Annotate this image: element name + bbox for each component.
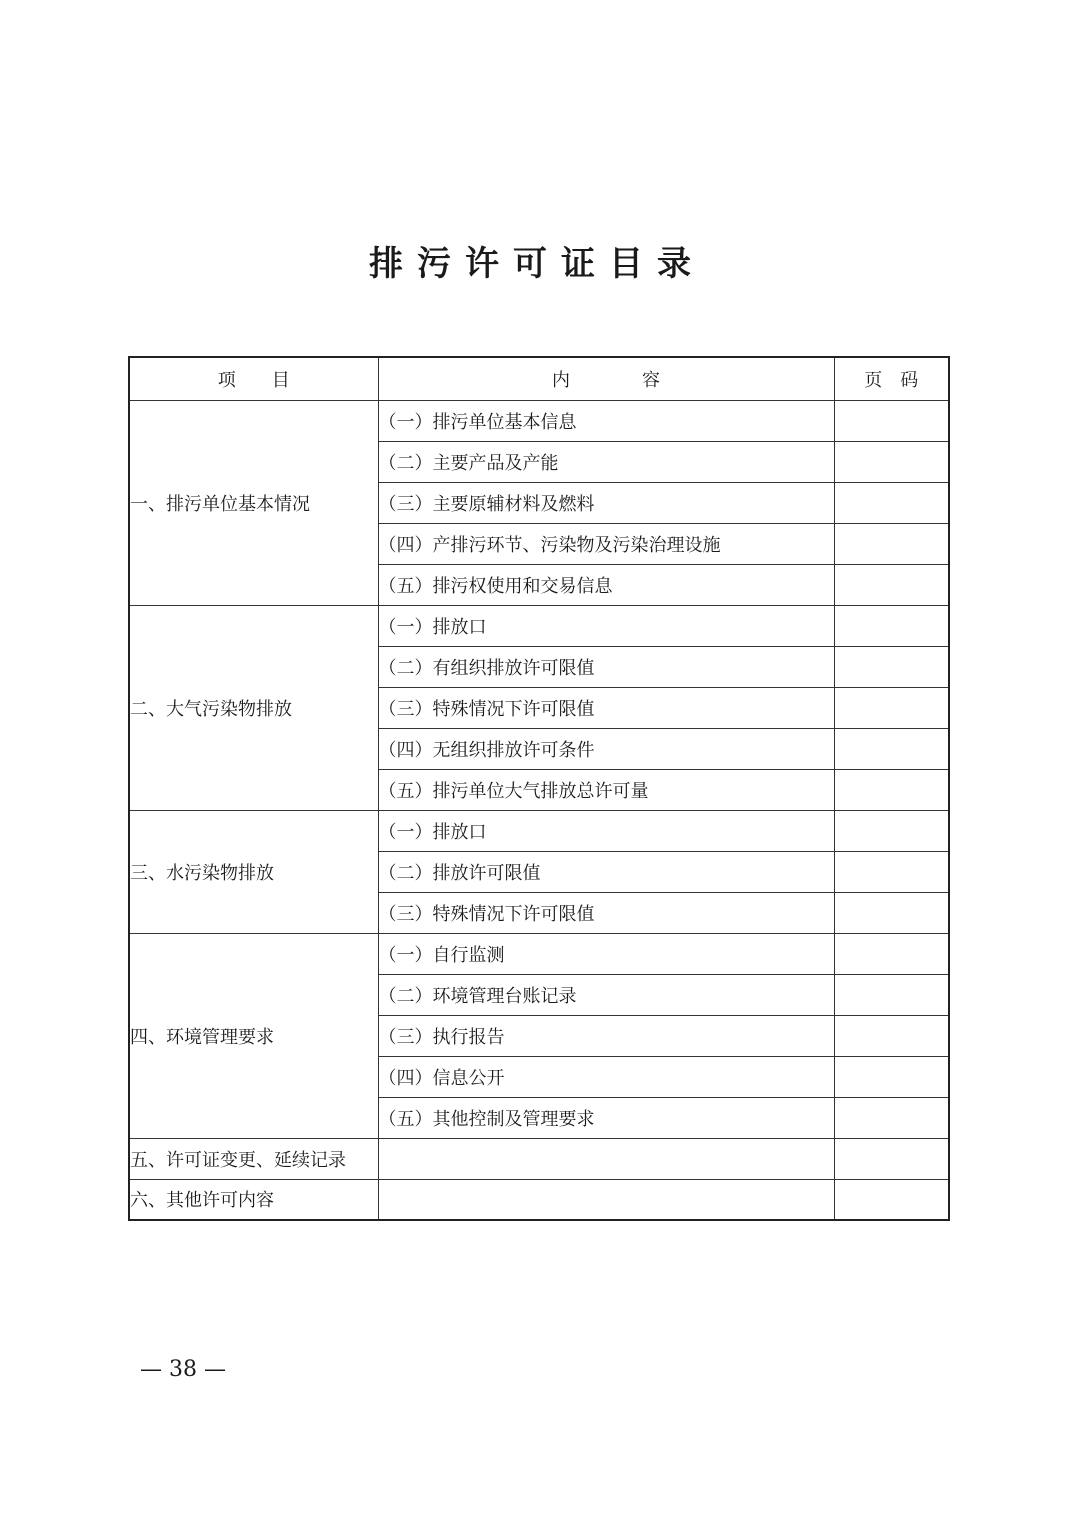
content-cell: （一）自行监测	[378, 933, 834, 974]
page-cell	[834, 1056, 949, 1097]
section-item: 六、其他许可内容	[129, 1179, 378, 1220]
content-cell	[378, 1138, 834, 1179]
content-cell: （四）产排污环节、污染物及污染治理设施	[378, 523, 834, 564]
page-cell	[834, 482, 949, 523]
content-cell	[378, 1179, 834, 1220]
content-cell: （五）其他控制及管理要求	[378, 1097, 834, 1138]
page-cell	[834, 687, 949, 728]
content-cell: （五）排污单位大气排放总许可量	[378, 769, 834, 810]
page-cell	[834, 646, 949, 687]
content-cell: （一）排污单位基本信息	[378, 400, 834, 441]
section-item: 四、环境管理要求	[129, 933, 378, 1138]
content-cell: （三）主要原辅材料及燃料	[378, 482, 834, 523]
content-cell: （四）无组织排放许可条件	[378, 728, 834, 769]
toc-header	[129, 357, 949, 400]
page-cell	[834, 728, 949, 769]
content-cell: （二）有组织排放许可限值	[378, 646, 834, 687]
page-cell	[834, 1015, 949, 1056]
page-cell	[834, 400, 949, 441]
table-row	[129, 1138, 949, 1179]
table-row	[129, 605, 949, 646]
page-title: 排污许可证目录	[369, 244, 705, 284]
page-cell	[834, 564, 949, 605]
header-item: 项 目	[129, 357, 378, 400]
section-item: 一、排污单位基本情况	[129, 400, 378, 605]
header-page: 页 码	[834, 357, 949, 400]
toc-body	[129, 400, 949, 1220]
toc-table	[128, 356, 950, 1221]
content-cell: （三）执行报告	[378, 1015, 834, 1056]
content-cell: （三）特殊情况下许可限值	[378, 892, 834, 933]
page-cell	[834, 933, 949, 974]
page-cell	[834, 851, 949, 892]
page-cell	[834, 1179, 949, 1220]
header-content: 内 容	[378, 357, 834, 400]
content-cell: （五）排污权使用和交易信息	[378, 564, 834, 605]
content-cell: （二）主要产品及产能	[378, 441, 834, 482]
page-cell	[834, 1097, 949, 1138]
content-cell: （三）特殊情况下许可限值	[378, 687, 834, 728]
section-item: 三、水污染物排放	[129, 810, 378, 933]
content-cell: （二）排放许可限值	[378, 851, 834, 892]
page-number: — 38 —	[140, 1357, 226, 1382]
page-cell	[834, 523, 949, 564]
page-cell	[834, 974, 949, 1015]
section-item: 二、大气污染物排放	[129, 605, 378, 810]
page-cell	[834, 441, 949, 482]
page-cell	[834, 810, 949, 851]
table-row	[129, 933, 949, 974]
page-cell	[834, 605, 949, 646]
table-row	[129, 400, 949, 441]
header-row	[129, 357, 949, 400]
table-row	[129, 810, 949, 851]
content-cell: （四）信息公开	[378, 1056, 834, 1097]
content-cell: （一）排放口	[378, 605, 834, 646]
content-cell: （一）排放口	[378, 810, 834, 851]
content-cell: （二）环境管理台账记录	[378, 974, 834, 1015]
table-row	[129, 1179, 949, 1220]
section-item: 五、许可证变更、延续记录	[129, 1138, 378, 1179]
page-cell	[834, 1138, 949, 1179]
page-cell	[834, 769, 949, 810]
page-cell	[834, 892, 949, 933]
